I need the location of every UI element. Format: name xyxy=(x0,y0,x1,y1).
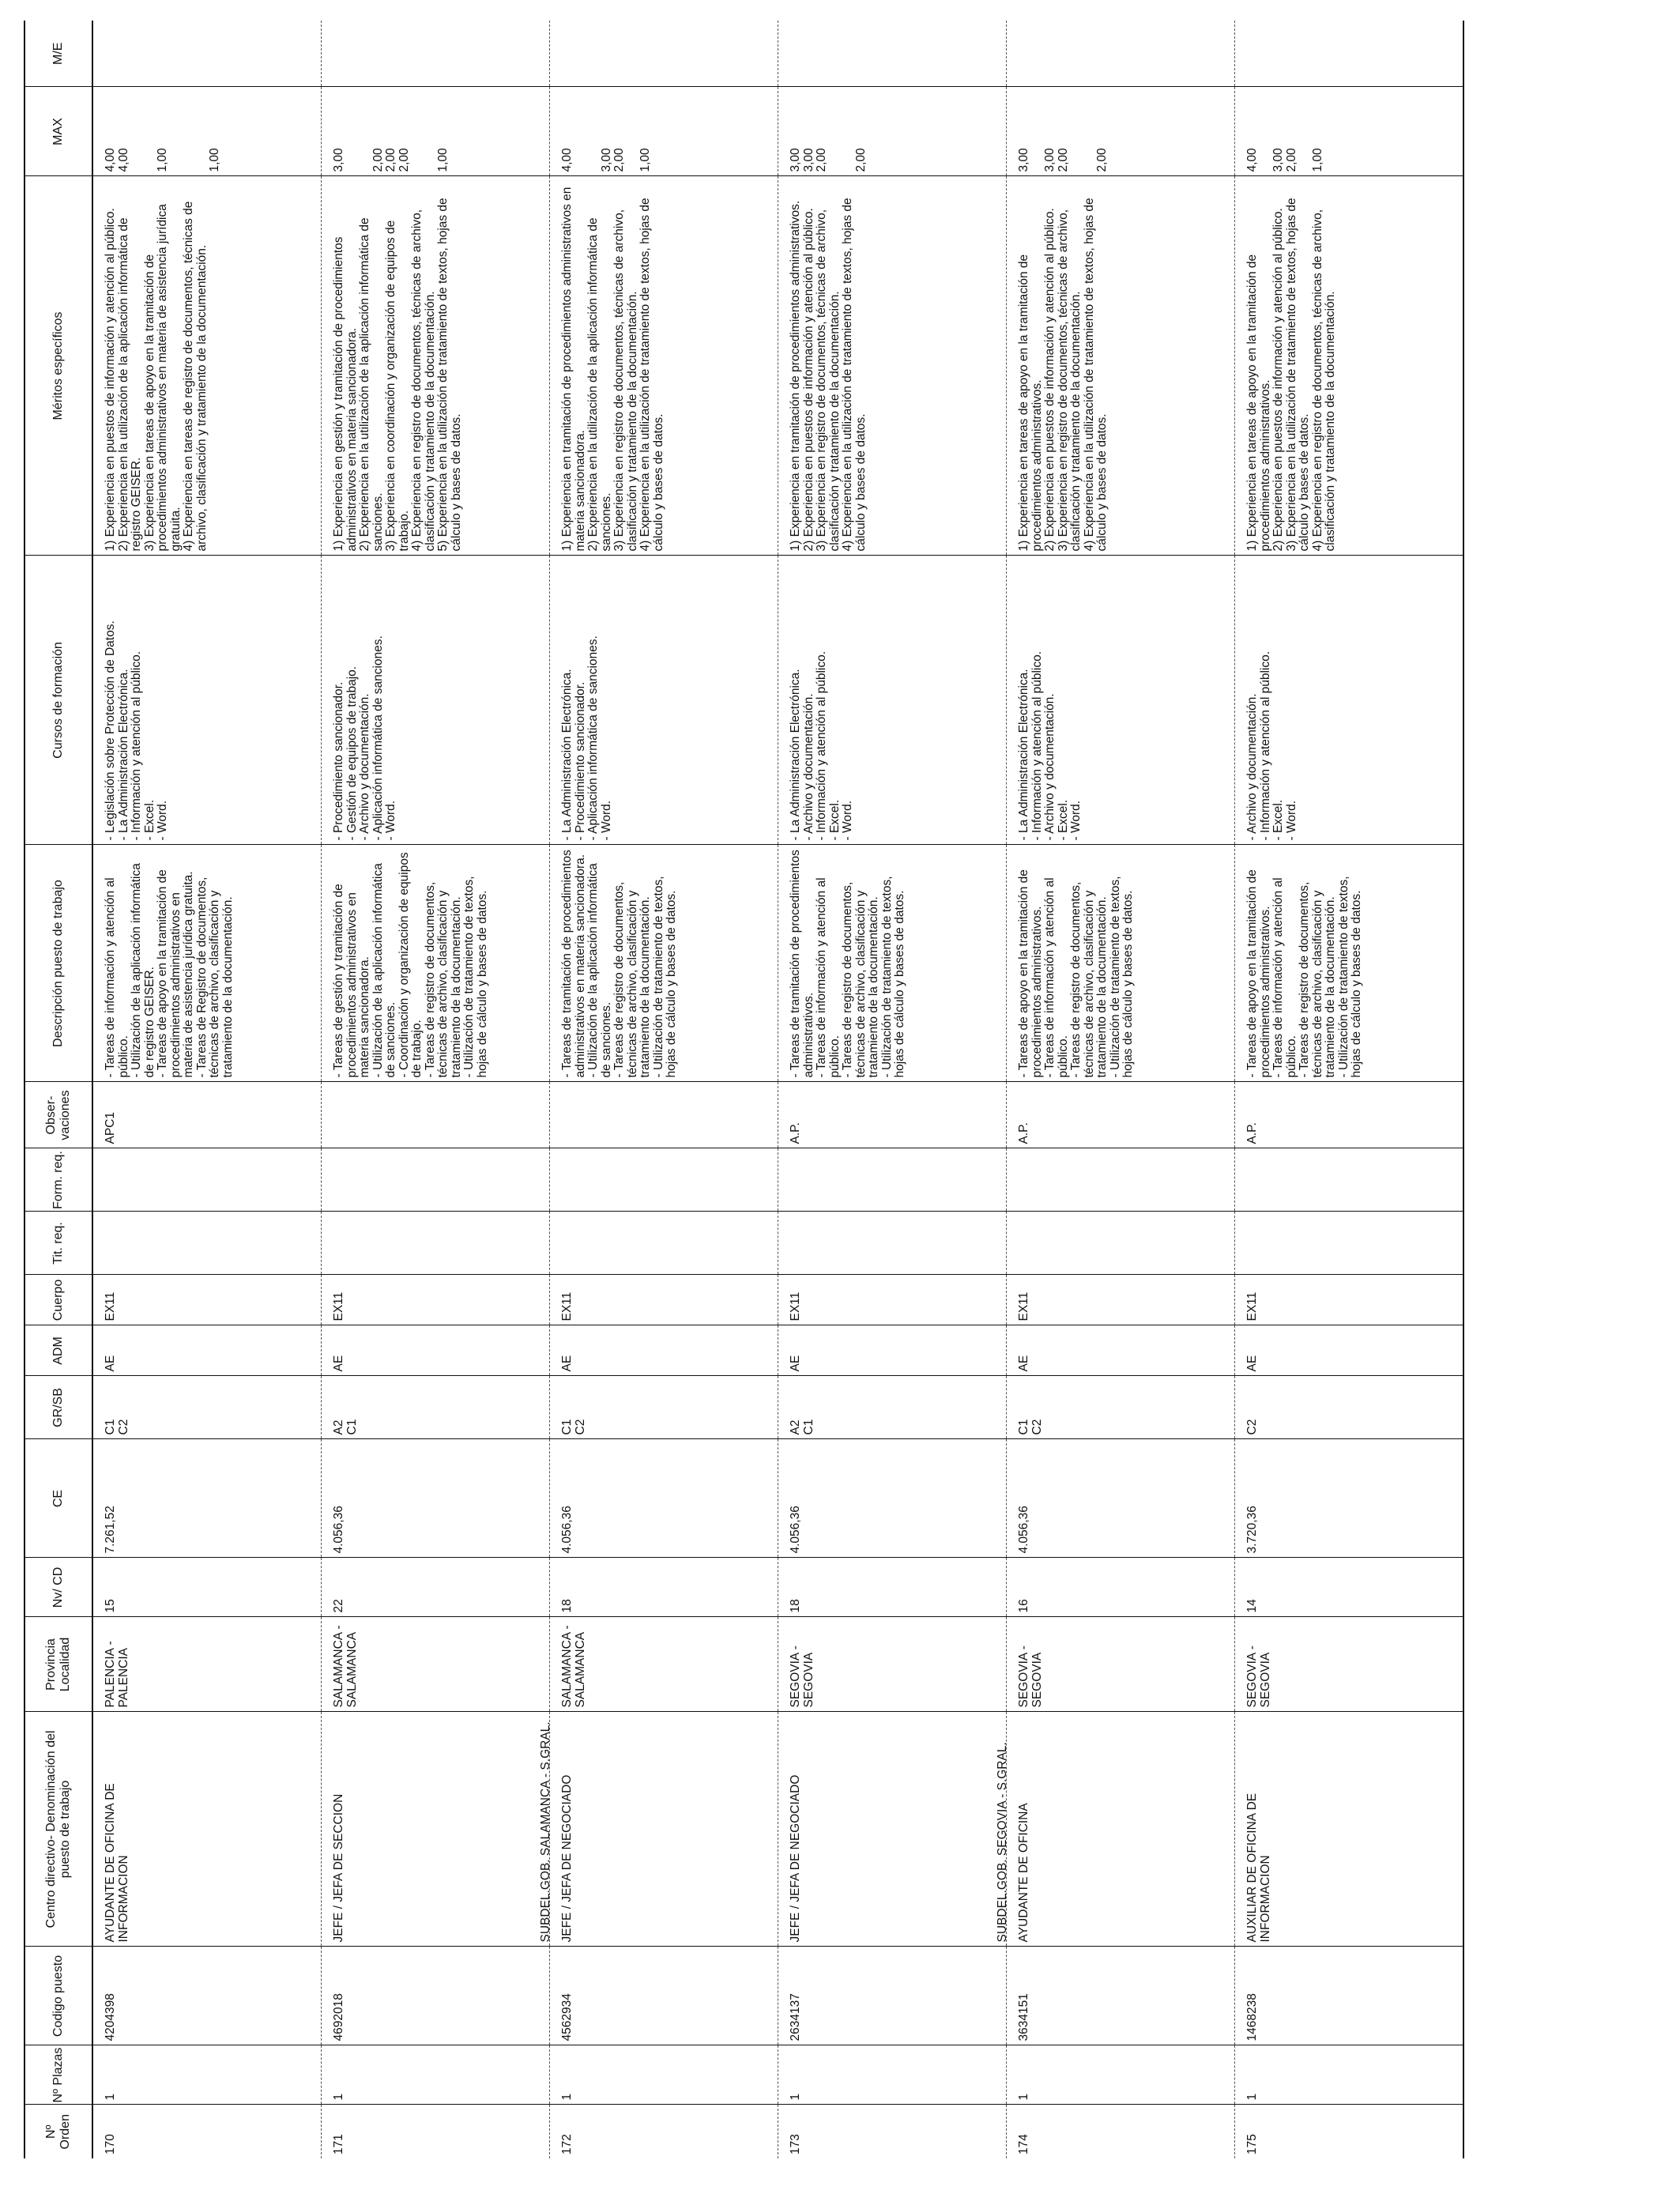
tit-cell xyxy=(778,1212,1007,1275)
plazas-cell: 1 xyxy=(92,2045,322,2105)
obs-cell: A.P. xyxy=(1007,1082,1235,1148)
max-value: 3,00 xyxy=(599,148,613,172)
ce-cell: 3.720,36 xyxy=(1235,1439,1464,1558)
max-value: 1,00 xyxy=(208,148,221,172)
adm-cell: AE xyxy=(322,1325,550,1376)
table-header-row xyxy=(24,21,92,2158)
table-row xyxy=(92,21,322,2158)
merito-item: 1) Experiencia en tramitación de procedimientos administrativos en materia sancionadora. xyxy=(560,187,587,552)
meritos-cell xyxy=(322,176,550,556)
adm-cell: AE xyxy=(92,1325,322,1376)
merito-item: 2) Experiencia en la utilización de la aplicación informática de registro GEISER. xyxy=(116,217,143,552)
plazas-cell: 1 xyxy=(1235,2045,1464,2105)
puesto-denominacion: JEFE / JEFA DE NEGOCIADO xyxy=(560,1774,574,1943)
max-value xyxy=(1070,92,1083,172)
adm-cell: AE xyxy=(1235,1325,1464,1376)
merito-item: 3) Experiencia en registro de documentos, técnicas de archivo, clasificación y tratamiento de la documentación. xyxy=(1056,209,1083,552)
merito-item: 1) Experiencia en tareas de apoyo en la tramitación de procedimientos administrativos. xyxy=(1017,254,1044,552)
ce-cell: 4.056,36 xyxy=(322,1439,550,1558)
tit-cell xyxy=(1007,1212,1235,1275)
puesto-denominacion: JEFE / JEFA DE SECCION xyxy=(332,1793,345,1943)
max-cell xyxy=(550,87,778,176)
header-me: M/E xyxy=(24,21,92,87)
provincia-cell: SEGOVIA - SEGOVIA xyxy=(1235,1617,1464,1712)
meritos-cell xyxy=(1007,176,1235,556)
merito-item: 3) Experiencia en la utilización de tratamiento de textos, hojas de cálculo y bases de datos. xyxy=(1284,198,1311,552)
provincia-cell: SEGOVIA - SEGOVIA xyxy=(778,1617,1007,1712)
max-value xyxy=(144,92,157,172)
merito-item: 4) Experiencia en la utilización de tratamiento de textos, hojas de cálculo y bases de datos. xyxy=(638,198,665,552)
puesto-denominacion: AYUDANTE DE OFICINA xyxy=(1017,1803,1030,1943)
descripcion-cell: - Tareas de tramitación de procedimientos administrativos. - Tareas de información y atención al público. - Tareas de registro de documentos, técnicas de archivo, clasificación y tratamiento de la documentación. - Utilización de tratamiento de textos, hojas de cálculo y bases de datos. xyxy=(778,845,1007,1082)
max-value: 3,00 xyxy=(1017,148,1030,172)
max-value: 2,00 xyxy=(612,148,626,172)
max-value xyxy=(627,92,640,172)
max-value xyxy=(130,92,144,172)
centro-cell xyxy=(1007,1712,1235,1947)
nivel-cell: 18 xyxy=(550,1558,778,1617)
me-cell xyxy=(1007,21,1235,87)
ce-cell: 4.056,36 xyxy=(1007,1439,1235,1558)
orden-cell: 172 xyxy=(550,2105,778,2158)
provincia-cell: SALAMANCA - SALAMANCA xyxy=(322,1617,550,1712)
merito-item: 4) Experiencia en tareas de registro de documentos, técnicas de archivo, clasificación y tratamiento de la documentación. xyxy=(182,201,209,552)
merito-item: 2) Experiencia en puestos de información y atención al público. xyxy=(1271,208,1285,552)
max-value xyxy=(829,92,842,172)
cuerpo-cell: EX11 xyxy=(550,1275,778,1325)
merito-item: 3) Experiencia en registro de documentos, técnicas de archivo, clasificación y tratamiento de la documentación. xyxy=(815,209,842,552)
merito-item: 3) Experiencia en registro de documentos, técnicas de archivo, clasificación y tratamiento de la documentación. xyxy=(612,209,639,552)
header-cursos: Cursos de formación xyxy=(24,556,92,845)
tit-cell xyxy=(550,1212,778,1275)
max-cell xyxy=(92,87,322,176)
cuerpo-cell: EX11 xyxy=(92,1275,322,1325)
ce-cell: 7.261,52 xyxy=(92,1439,322,1558)
plazas-cell: 1 xyxy=(778,2045,1007,2105)
codigo-cell: 3634151 xyxy=(1007,1947,1235,2045)
max-cell xyxy=(1007,87,1235,176)
puesto-denominacion: AYUDANTE DE OFICINA DE INFORMACION xyxy=(104,1783,130,1943)
grsb-cell: C2 xyxy=(1235,1376,1464,1439)
max-value xyxy=(183,92,196,172)
max-value xyxy=(196,92,209,172)
merito-item: 4) Experiencia en registro de documentos, técnicas de archivo, clasificación y tratamiento de la documentación. xyxy=(410,209,437,552)
plazas-cell: 1 xyxy=(1007,2045,1235,2105)
table-row xyxy=(778,21,1007,2158)
max-value xyxy=(1083,92,1097,172)
max-value: 1,00 xyxy=(436,148,450,172)
provincia-cell: SALAMANCA - SALAMANCA xyxy=(550,1617,778,1712)
plazas-cell: 1 xyxy=(322,2045,550,2105)
header-centro: Centro directivo- Denominación del puesto de trabajo xyxy=(24,1712,92,1947)
orden-cell: 173 xyxy=(778,2105,1007,2158)
merito-item: 4) Experiencia en registro de documentos, técnicas de archivo, clasificación y tratamiento de la documentación. xyxy=(1310,209,1337,552)
cursos-cell: - La Administración Electrónica. - Procedimiento sancionador. - Aplicación informática de sanciones. - Word. xyxy=(550,556,778,845)
orden-cell: 174 xyxy=(1007,2105,1235,2158)
grsb-cell: C1 C2 xyxy=(92,1376,322,1439)
merito-item: 1) Experiencia en puestos de información y atención al público. xyxy=(104,208,117,552)
merito-item: 2) Experiencia en puestos de información y atención al público. xyxy=(801,208,816,552)
merito-item: 2) Experiencia en la utilización de la aplicación informática de sanciones. xyxy=(358,217,385,552)
cursos-cell: - Archivo y documentación. - Información y atención al público. - Excel. - Word. xyxy=(1235,556,1464,845)
grsb-cell: A2 C1 xyxy=(778,1376,1007,1439)
meritos-cell xyxy=(550,176,778,556)
merito-item: 1) Experiencia en tramitación de procedimientos administrativos. xyxy=(789,200,802,552)
form-cell xyxy=(322,1148,550,1212)
max-value xyxy=(1031,92,1045,172)
max-cell xyxy=(1235,87,1464,176)
max-value: 2,00 xyxy=(1284,148,1298,172)
cuerpo-cell: EX11 xyxy=(1007,1275,1235,1325)
merito-item: 4) Experiencia en la utilización de tratamiento de textos, hojas de cálculo y bases de datos. xyxy=(841,198,868,552)
header-adm: ADM xyxy=(24,1325,92,1376)
centro-cell xyxy=(550,1712,778,1947)
max-value: 1,00 xyxy=(638,148,652,172)
tit-cell xyxy=(92,1212,322,1275)
centro-cell xyxy=(92,1712,322,1947)
header-descripcion: Descripción puesto de trabajo xyxy=(24,845,92,1082)
header-plazas: Nº Plazas xyxy=(24,2045,92,2105)
ce-cell: 4.056,36 xyxy=(550,1439,778,1558)
me-cell xyxy=(778,21,1007,87)
max-value: 2,00 xyxy=(384,148,397,172)
orden-cell: 171 xyxy=(322,2105,550,2158)
table-row xyxy=(1007,21,1235,2158)
form-cell xyxy=(1007,1148,1235,1212)
max-value: 3,00 xyxy=(1271,148,1285,172)
max-value: 3,00 xyxy=(801,148,816,172)
nivel-cell: 14 xyxy=(1235,1558,1464,1617)
max-value: 4,00 xyxy=(1245,148,1259,172)
nivel-cell: 16 xyxy=(1007,1558,1235,1617)
obs-cell: A.P. xyxy=(1235,1082,1464,1148)
nivel-cell: 18 xyxy=(778,1558,1007,1617)
header-grsb: GR/SB xyxy=(24,1376,92,1439)
max-value: 2,00 xyxy=(815,148,828,172)
me-cell xyxy=(550,21,778,87)
descripcion-cell: - Tareas de apoyo en la tramitación de procedimientos administrativos. - Tareas de información y atención al público. - Tareas de registro de documentos, técnicas de archivo, clasificación y tratamiento de la documentación. - Utilización de tratamiento de textos, hojas de cálculo y bases de datos. xyxy=(1235,845,1464,1082)
max-value xyxy=(1260,92,1273,172)
codigo-cell: 4692018 xyxy=(322,1947,550,2045)
me-cell xyxy=(1235,21,1464,87)
merito-item: 3) Experiencia en coordinación y organización de equipos de trabajo. xyxy=(384,220,411,552)
max-value: 3,00 xyxy=(789,148,802,172)
obs-cell xyxy=(550,1082,778,1148)
nivel-cell: 22 xyxy=(322,1558,550,1617)
centro-cell xyxy=(1235,1712,1464,1947)
max-value: 2,00 xyxy=(397,148,411,172)
cuerpo-cell: EX11 xyxy=(778,1275,1007,1325)
max-value xyxy=(1298,92,1312,172)
merito-item: 2) Experiencia en la utilización de la aplicación informática de sanciones. xyxy=(586,217,613,552)
table-row xyxy=(322,21,550,2158)
header-tit: Tit. req. xyxy=(24,1212,92,1275)
grsb-cell: C1 C2 xyxy=(1007,1376,1235,1439)
max-value xyxy=(346,92,360,172)
meritos-cell xyxy=(92,176,322,556)
max-value: 4,00 xyxy=(104,148,117,172)
max-value: 3,00 xyxy=(1043,148,1057,172)
max-value: 2,00 xyxy=(853,148,868,172)
me-cell xyxy=(92,21,322,87)
obs-cell xyxy=(322,1082,550,1148)
cursos-cell: - La Administración Electrónica. - Archivo y documentación. - Información y atención al público. - Excel. - Word. xyxy=(778,556,1007,845)
adm-cell: AE xyxy=(550,1325,778,1376)
max-value xyxy=(424,92,438,172)
form-cell xyxy=(1235,1148,1464,1212)
max-value xyxy=(587,92,601,172)
form-cell xyxy=(550,1148,778,1212)
subdelegacion-label: SUBDEL.GOB. SEGOVIA - S.GRAL. xyxy=(995,1742,1009,1943)
header-obs: Obser- vaciones xyxy=(24,1082,92,1148)
header-form: Form. req. xyxy=(24,1148,92,1212)
provincia-cell: PALENCIA - PALENCIA xyxy=(92,1617,322,1712)
cuerpo-cell: EX11 xyxy=(1235,1275,1464,1325)
header-cuerpo: Cuerpo xyxy=(24,1275,92,1325)
grsb-cell: C1 C2 xyxy=(550,1376,778,1439)
puesto-denominacion: AUXILIAR DE OFICINA DE INFORMACION xyxy=(1245,1793,1272,1943)
merito-item: 2) Experiencia en puestos de información y atención al público. xyxy=(1043,208,1057,552)
ce-cell: 4.056,36 xyxy=(778,1439,1007,1558)
codigo-cell: 1468238 xyxy=(1235,1947,1464,2045)
header-codigo: Codigo puesto xyxy=(24,1947,92,2045)
tit-cell xyxy=(1235,1212,1464,1275)
merito-item: 1) Experiencia en tareas de apoyo en la tramitación de procedimientos administrativos. xyxy=(1245,254,1272,552)
header-meritos: Méritos específicos xyxy=(24,176,92,556)
max-value: 1,00 xyxy=(1310,148,1324,172)
table-row xyxy=(550,21,778,2158)
plazas-cell: 1 xyxy=(550,2045,778,2105)
adm-cell: AE xyxy=(778,1325,1007,1376)
descripcion-cell: - Tareas de apoyo en la tramitación de procedimientos administrativos. - Tareas de información y atención al público. - Tareas de registro de documentos, técnicas de archivo, clasificación y tratamiento de la documentación. - Utilización de tratamiento de textos, hojas de cálculo y bases de datos. xyxy=(1007,845,1235,1082)
max-value: 3,00 xyxy=(332,148,345,172)
form-cell xyxy=(778,1148,1007,1212)
descripcion-cell: - Tareas de gestión y tramitación de procedimientos administrativos en materia sancionadora. - Utilización de la aplicación informática de sanciones. - Coordinación y organización de equipos de trabajo. - Tareas de registro de documentos, técnicas de archivo, clasificación y tratamiento de la documentación. - Utilización de tratamiento de textos, hojas de cálculo y bases de datos. xyxy=(322,845,550,1082)
header-ce: CE xyxy=(24,1439,92,1558)
form-cell xyxy=(92,1148,322,1212)
orden-cell: 170 xyxy=(92,2105,322,2158)
puesto-denominacion: JEFE / JEFA DE NEGOCIADO xyxy=(789,1774,802,1943)
provincia-cell: SEGOVIA - SEGOVIA xyxy=(1007,1617,1235,1712)
header-nivel: Nv/ CD xyxy=(24,1558,92,1617)
codigo-cell: 4562934 xyxy=(550,1947,778,2045)
merito-item: 4) Experiencia en la utilización de tratamiento de textos, hojas de cálculo y bases de datos. xyxy=(1082,198,1109,552)
header-orden: Nº Orden xyxy=(24,2105,92,2158)
centro-cell xyxy=(778,1712,1007,1947)
merito-item: 3) Experiencia en tareas de apoyo en la tramitación de procedimientos administrativos en materia de asistencia jurídica gratuita. xyxy=(142,204,183,552)
descripcion-cell: - Tareas de información y atención al público. - Utilización de la aplicación informática de registro GEISER. - Tareas de apoyo en la tramitación de procedimientos administrativos en materia de asistencia jurídica gratuita. - Tareas de Registro de documentos, técnicas de archivo, clasificación y tratamiento de la documentación. xyxy=(92,845,322,1082)
max-value xyxy=(411,92,424,172)
max-value xyxy=(359,92,372,172)
codigo-cell: 2634137 xyxy=(778,1947,1007,2045)
max-value: 4,00 xyxy=(116,148,130,172)
obs-cell: A.P. xyxy=(778,1082,1007,1148)
max-value: 1,00 xyxy=(156,148,169,172)
meritos-cell xyxy=(778,176,1007,556)
codigo-cell: 4204398 xyxy=(92,1947,322,2045)
max-value: 2,00 xyxy=(1095,148,1109,172)
max-cell xyxy=(322,87,550,176)
max-value: 2,00 xyxy=(1056,148,1070,172)
max-value: 4,00 xyxy=(560,148,574,172)
adm-cell: AE xyxy=(1007,1325,1235,1376)
meritos-cell xyxy=(1235,176,1464,556)
positions-table xyxy=(24,21,1464,2158)
header-provincia: Provincia Localidad xyxy=(24,1617,92,1712)
header-max: MAX xyxy=(24,87,92,176)
cursos-cell: - Procedimiento sancionador. - Gestión de equipos de trabajo. - Archivo y documentación. - Aplicación informática de sanciones. - Word. xyxy=(322,556,550,845)
descripcion-cell: - Tareas de tramitación de procedimientos administrativos en materia sancionadora. - Utilización de la aplicación informática de sanciones. - Tareas de registro de documentos, técnicas de archivo, clasificación y tratamiento de la documentación. - Utilización de tratamiento de textos, hojas de cálculo y bases de datos. xyxy=(550,845,778,1082)
centro-cell xyxy=(322,1712,550,1947)
me-cell xyxy=(322,21,550,87)
max-value xyxy=(574,92,588,172)
cursos-cell: - Legislación sobre Protección de Datos. - La Administración Electrónica. - Información y atención al público. - Excel. - Word. xyxy=(92,556,322,845)
max-cell xyxy=(778,87,1007,176)
max-value: 2,00 xyxy=(371,148,385,172)
merito-item: 5) Experiencia en la utilización de tratamiento de textos, hojas de cálculo y bases de datos. xyxy=(436,198,463,552)
nivel-cell: 15 xyxy=(92,1558,322,1617)
grsb-cell: A2 C1 xyxy=(322,1376,550,1439)
tit-cell xyxy=(322,1212,550,1275)
max-value xyxy=(842,92,855,172)
merito-item: 1) Experiencia en gestión y tramitación de procedimientos administrativos en materia sancionadora. xyxy=(332,236,359,552)
table-row xyxy=(1235,21,1464,2158)
orden-cell: 175 xyxy=(1235,2105,1464,2158)
obs-cell: APC1 xyxy=(92,1082,322,1148)
cuerpo-cell: EX11 xyxy=(322,1275,550,1325)
max-value xyxy=(170,92,183,172)
subdelegacion-label: SUBDEL.GOB. SALAMANCA - S.GRAL. xyxy=(538,1721,552,1943)
cursos-cell: - La Administración Electrónica. - Información y atención al público. - Archivo y documentación. - Excel. - Word. xyxy=(1007,556,1235,845)
